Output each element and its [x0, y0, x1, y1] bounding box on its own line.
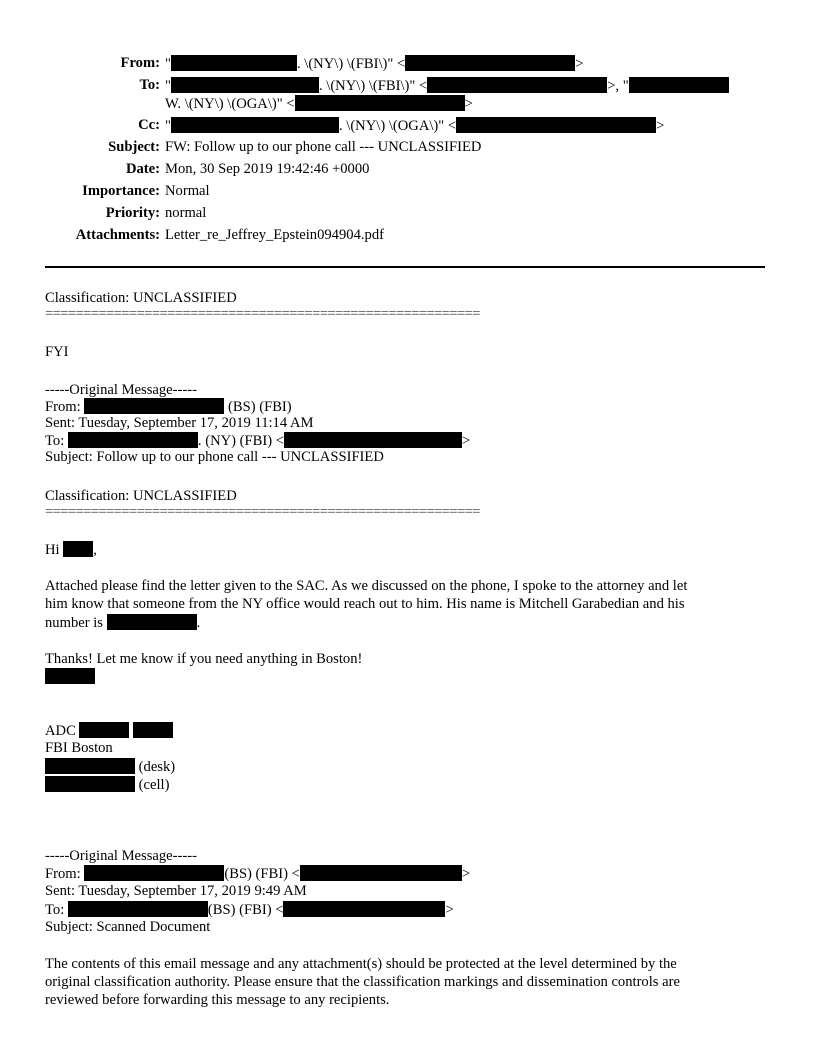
redaction-box: [171, 55, 297, 71]
to-value-line2: W. \(NY\) \(OGA\)" < >: [165, 96, 473, 112]
redaction-box: [283, 901, 445, 917]
para1-line1: Attached please find the letter given to the SAC. As we discussed on the phone, I spoke to the attorney and let: [45, 578, 688, 594]
redaction-box: [84, 398, 224, 414]
sig-adc-line: [45, 722, 173, 740]
to-tail-text: >, ": [607, 78, 629, 94]
m2-to-label: To:: [45, 902, 65, 918]
redaction-box: [171, 77, 319, 93]
m2-subject-line: Subject: Scanned Document: [45, 919, 211, 935]
subject-label: Subject:: [108, 139, 160, 155]
m1-to-label: To:: [45, 433, 65, 449]
priority-value: normal: [165, 205, 207, 221]
classification-line-2: Classification: UNCLASSIFIED: [45, 488, 237, 504]
sig-office: FBI Boston: [45, 740, 113, 756]
separator-line-2: =========================================================: [45, 504, 480, 520]
para1-line2: him know that someone from the NY office would reach out to him. His name is Mitchell Garabedian and his: [45, 596, 685, 612]
redaction-box: [300, 865, 462, 881]
para1-number-label: number is: [45, 615, 103, 631]
original-message-marker-2: -----Original Message-----: [45, 848, 197, 864]
cc-mid-text: . \(NY\) \(OGA\)" <: [338, 118, 457, 134]
para2: Thanks! Let me know if you need anything in Boston!: [45, 651, 363, 667]
greeting-hi: Hi: [45, 542, 60, 558]
date-value: Mon, 30 Sep 2019 19:42:46 +0000: [165, 161, 370, 177]
date-label: Date:: [125, 161, 160, 177]
separator-line: =========================================================: [45, 306, 480, 322]
footer-line1: The contents of this email message and any attachment(s) should be protected at the level determined by the: [45, 956, 677, 972]
m2-from-suffix: (BS) (FBI) <: [224, 866, 300, 882]
from-mid-text: . \(NY\) \(FBI\)" <: [296, 56, 406, 72]
to-mid-text: . \(NY\) \(FBI\)" <: [318, 78, 428, 94]
redaction-box: [79, 722, 129, 738]
sig-adc: ADC: [45, 723, 76, 739]
m2-sent-line: Sent: Tuesday, September 17, 2019 9:49 AM: [45, 883, 307, 899]
m1-to-line: To: . (NY) (FBI) < >: [45, 433, 471, 449]
m1-from-label: From:: [45, 399, 81, 415]
redaction-box: [456, 117, 656, 133]
cc-value: " . \(NY\) \(OGA\)" < >: [165, 118, 665, 134]
from-label: From:: [120, 55, 160, 71]
to-value: " . \(NY\) \(FBI\)" < >, ": [165, 77, 729, 95]
redaction-box: [45, 668, 95, 684]
attachments-label: Attachments:: [75, 227, 160, 243]
m2-to-suffix: (BS) (FBI) <: [207, 902, 284, 918]
redaction-box: [405, 55, 575, 71]
footer-line2: original classification authority. Please ensure that the classification markings and dissemination controls are: [45, 974, 680, 990]
redaction-box: [629, 77, 729, 93]
m1-from-line: [45, 398, 292, 416]
cc-label: Cc:: [138, 117, 160, 133]
to-label: To:: [139, 77, 160, 93]
redaction-box: [284, 432, 462, 448]
redaction-box: [133, 722, 173, 738]
redaction-box: [45, 758, 135, 774]
classification-line: Classification: UNCLASSIFIED: [45, 290, 237, 306]
m1-from-suffix: (BS) (FBI): [228, 399, 292, 415]
subject-value: FW: Follow up to our phone call --- UNCLASSIFIED: [165, 139, 482, 155]
original-message-marker: -----Original Message-----: [45, 382, 197, 398]
importance-label: Importance:: [82, 183, 160, 199]
m1-to-suffix: . (NY) (FBI) <: [197, 433, 284, 449]
redaction-box: [68, 432, 198, 448]
redaction-box: [45, 776, 135, 792]
redaction-box: [68, 901, 208, 917]
redaction-box: [295, 95, 465, 111]
redaction-box: [107, 614, 197, 630]
m2-from-line: From: (BS) (FBI) < >: [45, 866, 471, 882]
fyi-text: FYI: [45, 344, 69, 360]
importance-value: Normal: [165, 183, 210, 199]
from-value: " . \(NY\) \(FBI\)" < >: [165, 56, 584, 72]
signature-name-redaction: [45, 668, 95, 686]
to-line2-text: W. \(NY\) \(OGA\)" <: [165, 96, 295, 112]
m2-to-line: To: (BS) (FBI) < >: [45, 902, 454, 918]
sig-desk: (desk): [138, 759, 176, 775]
sig-desk-line: [45, 758, 175, 776]
redaction-box: [171, 117, 339, 133]
greeting: Hi ,: [45, 542, 97, 558]
para1-line3: number is .: [45, 615, 201, 631]
m1-sent-line: Sent: Tuesday, September 17, 2019 11:14 AM: [45, 415, 314, 431]
redaction-box: [84, 865, 224, 881]
attachments-value[interactable]: Letter_re_Jeffrey_Epstein094904.pdf: [165, 227, 384, 243]
sig-cell-line: [45, 776, 169, 794]
header-divider: [45, 266, 765, 268]
redaction-box: [427, 77, 607, 93]
footer-line3: reviewed before forwarding this message to any recipients.: [45, 992, 390, 1008]
redaction-box: [63, 541, 93, 557]
priority-label: Priority:: [105, 205, 160, 221]
m2-from-label: From:: [45, 866, 81, 882]
sig-cell: (cell): [138, 777, 170, 793]
m1-subject-line: Subject: Follow up to our phone call --- UNCLASSIFIED: [45, 449, 384, 465]
